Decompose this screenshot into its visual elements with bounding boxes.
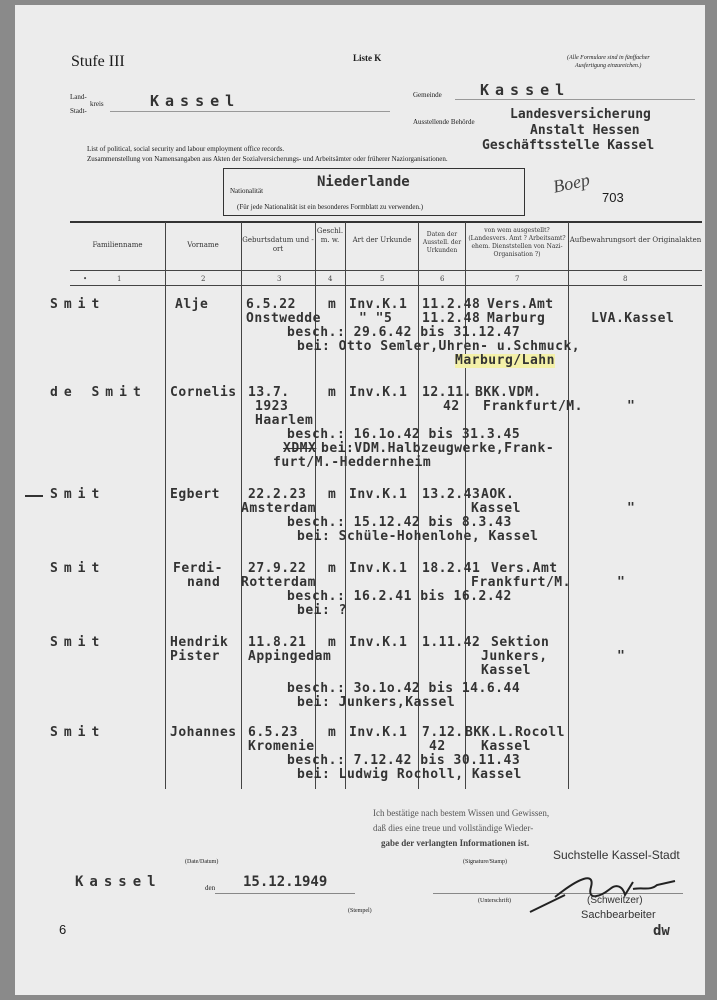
birth-year-cell: 1923: [255, 399, 289, 414]
firstname-cell: Johannes: [170, 725, 237, 740]
employer: bei: Schüle-Hohenlohe, Kassel: [297, 529, 539, 544]
handwritten-mark: Boep: [551, 169, 592, 197]
birth-date-cell: 11.8.21: [248, 635, 307, 650]
document-cell: Inv.K.1: [349, 297, 408, 312]
birth-date-cell: 6.5.22: [246, 297, 296, 312]
employer: bei: Junkers,Kassel: [297, 695, 456, 710]
issuer-cell-2: Frankfurt/M.: [483, 399, 583, 414]
employment-period: besch.: 29.6.42 bis 31.12.47: [287, 325, 521, 340]
birth-place-cell: Amsterdam: [241, 501, 316, 516]
issuer-cell-2: Kassel: [471, 501, 521, 516]
column-number: 4: [328, 275, 333, 283]
issuer-cell-2: Kassel: [481, 739, 531, 754]
date-value: 15.12.1949: [243, 874, 328, 890]
archive-cell: ": [627, 399, 636, 414]
date-underline: [215, 893, 355, 894]
liste-label: Liste K: [353, 53, 382, 63]
column-header: Art der Urkunde: [352, 236, 412, 244]
land-label: Land-: [70, 93, 87, 101]
issue-date-cell-2: 11.2.48: [422, 311, 481, 326]
nationality-label: Nationalität: [230, 187, 264, 195]
surname-cell: Smit: [50, 487, 106, 502]
behoerde-label: Ausstellende Behörde: [413, 118, 475, 126]
confirmation-line-2: daß dies eine treue und vollständige Wieder-: [373, 823, 534, 833]
birth-place-cell: Kromenie: [248, 739, 315, 754]
birth-date-cell: 6.5.23: [248, 725, 298, 740]
den-label: den: [205, 884, 216, 892]
place-value: Kassel: [75, 874, 162, 890]
sex-cell: m: [328, 635, 337, 650]
issuer-cell-2: Marburg: [487, 311, 546, 326]
german-description: Zusammenstellung von Namensangaben aus Akten der Sozialversicherungs- und Arbeitsämter oder früherer Naziorganisationen.: [87, 155, 448, 163]
gemeinde-value: Kassel: [480, 81, 571, 99]
issuer-cell: BKK.VDM.: [475, 385, 542, 400]
sex-cell: m: [328, 487, 337, 502]
column-number: 2: [201, 275, 206, 283]
column-header: von wem ausgestellt? (Landesvers. Amt ? Arbeitsamt? ehem. Dienststellen von Nazi-Organisation ?): [468, 227, 566, 258]
signer-role: Sachbearbeiter: [581, 909, 656, 921]
sex-cell: m: [328, 385, 337, 400]
gemeinde-label: Gemeinde: [413, 91, 442, 99]
employer: bei:VDM.Halbzeugwerke,Frank-: [321, 441, 555, 456]
issue-date-cell: 13.2.43: [422, 487, 481, 502]
employment-period: besch.: 16.2.41 bis 16.2.42: [287, 589, 512, 604]
issuer-cell-3: Kassel: [481, 663, 531, 678]
archive-cell: ": [617, 575, 626, 590]
surname-cell: Smit: [50, 561, 106, 576]
sex-cell: m: [328, 297, 337, 312]
office-stamp: Suchstelle Kassel-Stadt: [553, 848, 680, 862]
archive-cell: ": [617, 649, 626, 664]
sex-cell: m: [328, 725, 337, 740]
issuer-cell: BKK.L.Rocoll: [465, 725, 565, 740]
firstname-cell: Hendrik: [170, 635, 229, 650]
issue-date-cell: 12.11.: [422, 385, 472, 400]
behoerde-line-2: Anstalt Hessen: [530, 123, 640, 138]
employer-city: furt/M.-Heddernheim: [273, 455, 432, 470]
confirmation-line-1: Ich bestätige nach bestem Wissen und Gewissen,: [373, 808, 550, 818]
corner-note-2: Ausfertigung einzureichen.): [575, 63, 642, 69]
unterschrift-label: (Unterschrift): [478, 898, 511, 904]
page-no: 6: [59, 922, 67, 937]
issuer-cell: AOK.: [481, 487, 515, 502]
document-cell: Inv.K.1: [349, 487, 408, 502]
column-number: 7: [515, 275, 520, 283]
firstname-cell: Cornelis: [170, 385, 237, 400]
column-header: Aufbewahrungsort der Originalakten: [569, 236, 702, 244]
issuer-cell: Vers.Amt: [487, 297, 554, 312]
kreis-underline: [110, 111, 390, 112]
document-cell: Inv.K.1: [349, 635, 408, 650]
typist-initials: dw: [653, 923, 670, 939]
issuer-cell-2: Junkers,: [481, 649, 548, 664]
struck-text: XDMX: [283, 441, 317, 456]
document-sheet: [15, 5, 705, 995]
firstname-cell-2: Pister: [170, 649, 220, 664]
issue-date-cell-2: 42: [429, 739, 446, 754]
firstname-cell: Alje: [175, 297, 209, 312]
archive-cell: LVA.Kassel: [591, 311, 675, 326]
birth-place-cell: Onstwedde: [246, 311, 321, 326]
column-number: 6: [440, 275, 445, 283]
column-header: Geschl. m. w.: [316, 227, 344, 244]
behoerde-line-3: Geschäftsstelle Kassel: [482, 138, 655, 153]
employer: bei: Otto Semler,Uhren- u.Schmuck,: [297, 339, 581, 354]
issue-date-cell: 11.2.48: [422, 297, 481, 312]
sex-cell: m: [328, 561, 337, 576]
firstname-cell: Ferdi-: [173, 561, 223, 576]
employment-period: besch.: 15.12.42 bis 8.3.43: [287, 515, 512, 530]
column-number: 3: [277, 275, 282, 283]
issue-date-cell: 18.2.41: [422, 561, 481, 576]
issuer-cell: Sektion: [491, 635, 550, 650]
archive-cell: ": [627, 501, 636, 516]
document-cell: Inv.K.1: [349, 725, 408, 740]
signature-label: (Signature/Stamp): [463, 859, 507, 865]
stadt-label: Stadt-: [70, 107, 87, 115]
nationality-note: (Für jede Nationalität ist ein besonderes Formblatt zu verwenden.): [237, 203, 424, 211]
column-number: 5: [380, 275, 385, 283]
firstname-cell: Egbert: [170, 487, 220, 502]
issue-date-cell: 1.11.42: [422, 635, 481, 650]
surname-cell: Smit: [50, 725, 106, 740]
birth-place-cell: Rotterdam: [241, 575, 316, 590]
date-label: (Date/Datum): [185, 859, 219, 865]
page-number: 703: [602, 190, 624, 205]
document-cell: Inv.K.1: [349, 385, 408, 400]
corner-note-1: (Alle Formulare sind in fünffacher: [567, 55, 650, 61]
issue-date-cell-2: 42: [443, 399, 460, 414]
document-cell-2: " "5: [359, 311, 393, 326]
issue-date-cell: 7.12.: [422, 725, 464, 740]
gemeinde-underline: [455, 99, 695, 100]
employment-period: besch.: 7.12.42 bis 30.11.43: [287, 753, 521, 768]
kreis-label: kreis: [90, 100, 104, 108]
birth-date-cell: 13.7.: [248, 385, 290, 400]
confirmation-line-3: gabe der verlangten Informationen ist.: [381, 838, 530, 848]
column-number: 8: [623, 275, 628, 283]
behoerde-line-1: Landesversicherung: [510, 107, 651, 122]
column-header: Vorname: [187, 241, 219, 249]
employer-city: Marburg/Lahn: [455, 353, 555, 368]
employer: bei: ?: [297, 603, 347, 618]
issuer-cell-2: Frankfurt/M.: [471, 575, 571, 590]
column-header: Daten der Ausstell. der Urkunden: [422, 231, 462, 254]
employment-period: besch.: 3o.1o.42 bis 14.6.44: [287, 681, 521, 696]
employment-period: besch.: 16.1o.42 bis 31.3.45: [287, 427, 521, 442]
english-description: List of political, social security and labour employment office records.: [87, 145, 285, 153]
column-divider: [568, 222, 569, 789]
column-number: •: [83, 275, 88, 283]
nationality-value: Niederlande: [317, 174, 410, 190]
document-cell: Inv.K.1: [349, 561, 408, 576]
column-number: 1: [117, 275, 122, 283]
kreis-value: Kassel: [150, 92, 241, 110]
employer: bei: Ludwig Rocholl, Kassel: [297, 767, 522, 782]
signer-name: (Schweitzer): [587, 895, 643, 906]
column-header: Familienname: [92, 241, 143, 249]
birth-date-cell: 22.2.23: [248, 487, 307, 502]
surname-cell: de Smit: [50, 385, 147, 400]
stufe-label: Stufe III: [71, 53, 125, 70]
birth-date-cell: 27.9.22: [248, 561, 307, 576]
margin-dash: [25, 495, 43, 497]
surname-cell: Smit: [50, 635, 106, 650]
issuer-cell: Vers.Amt: [491, 561, 558, 576]
birth-place-cell: Haarlem: [255, 413, 314, 428]
column-header: Geburtsdatum und -ort: [242, 236, 314, 253]
stempel-label: (Stempel): [348, 908, 372, 914]
firstname-cell-2: nand: [187, 575, 221, 590]
birth-place-cell: Appingedam: [248, 649, 332, 664]
surname-cell: Smit: [50, 297, 106, 312]
column-divider: [165, 222, 166, 789]
